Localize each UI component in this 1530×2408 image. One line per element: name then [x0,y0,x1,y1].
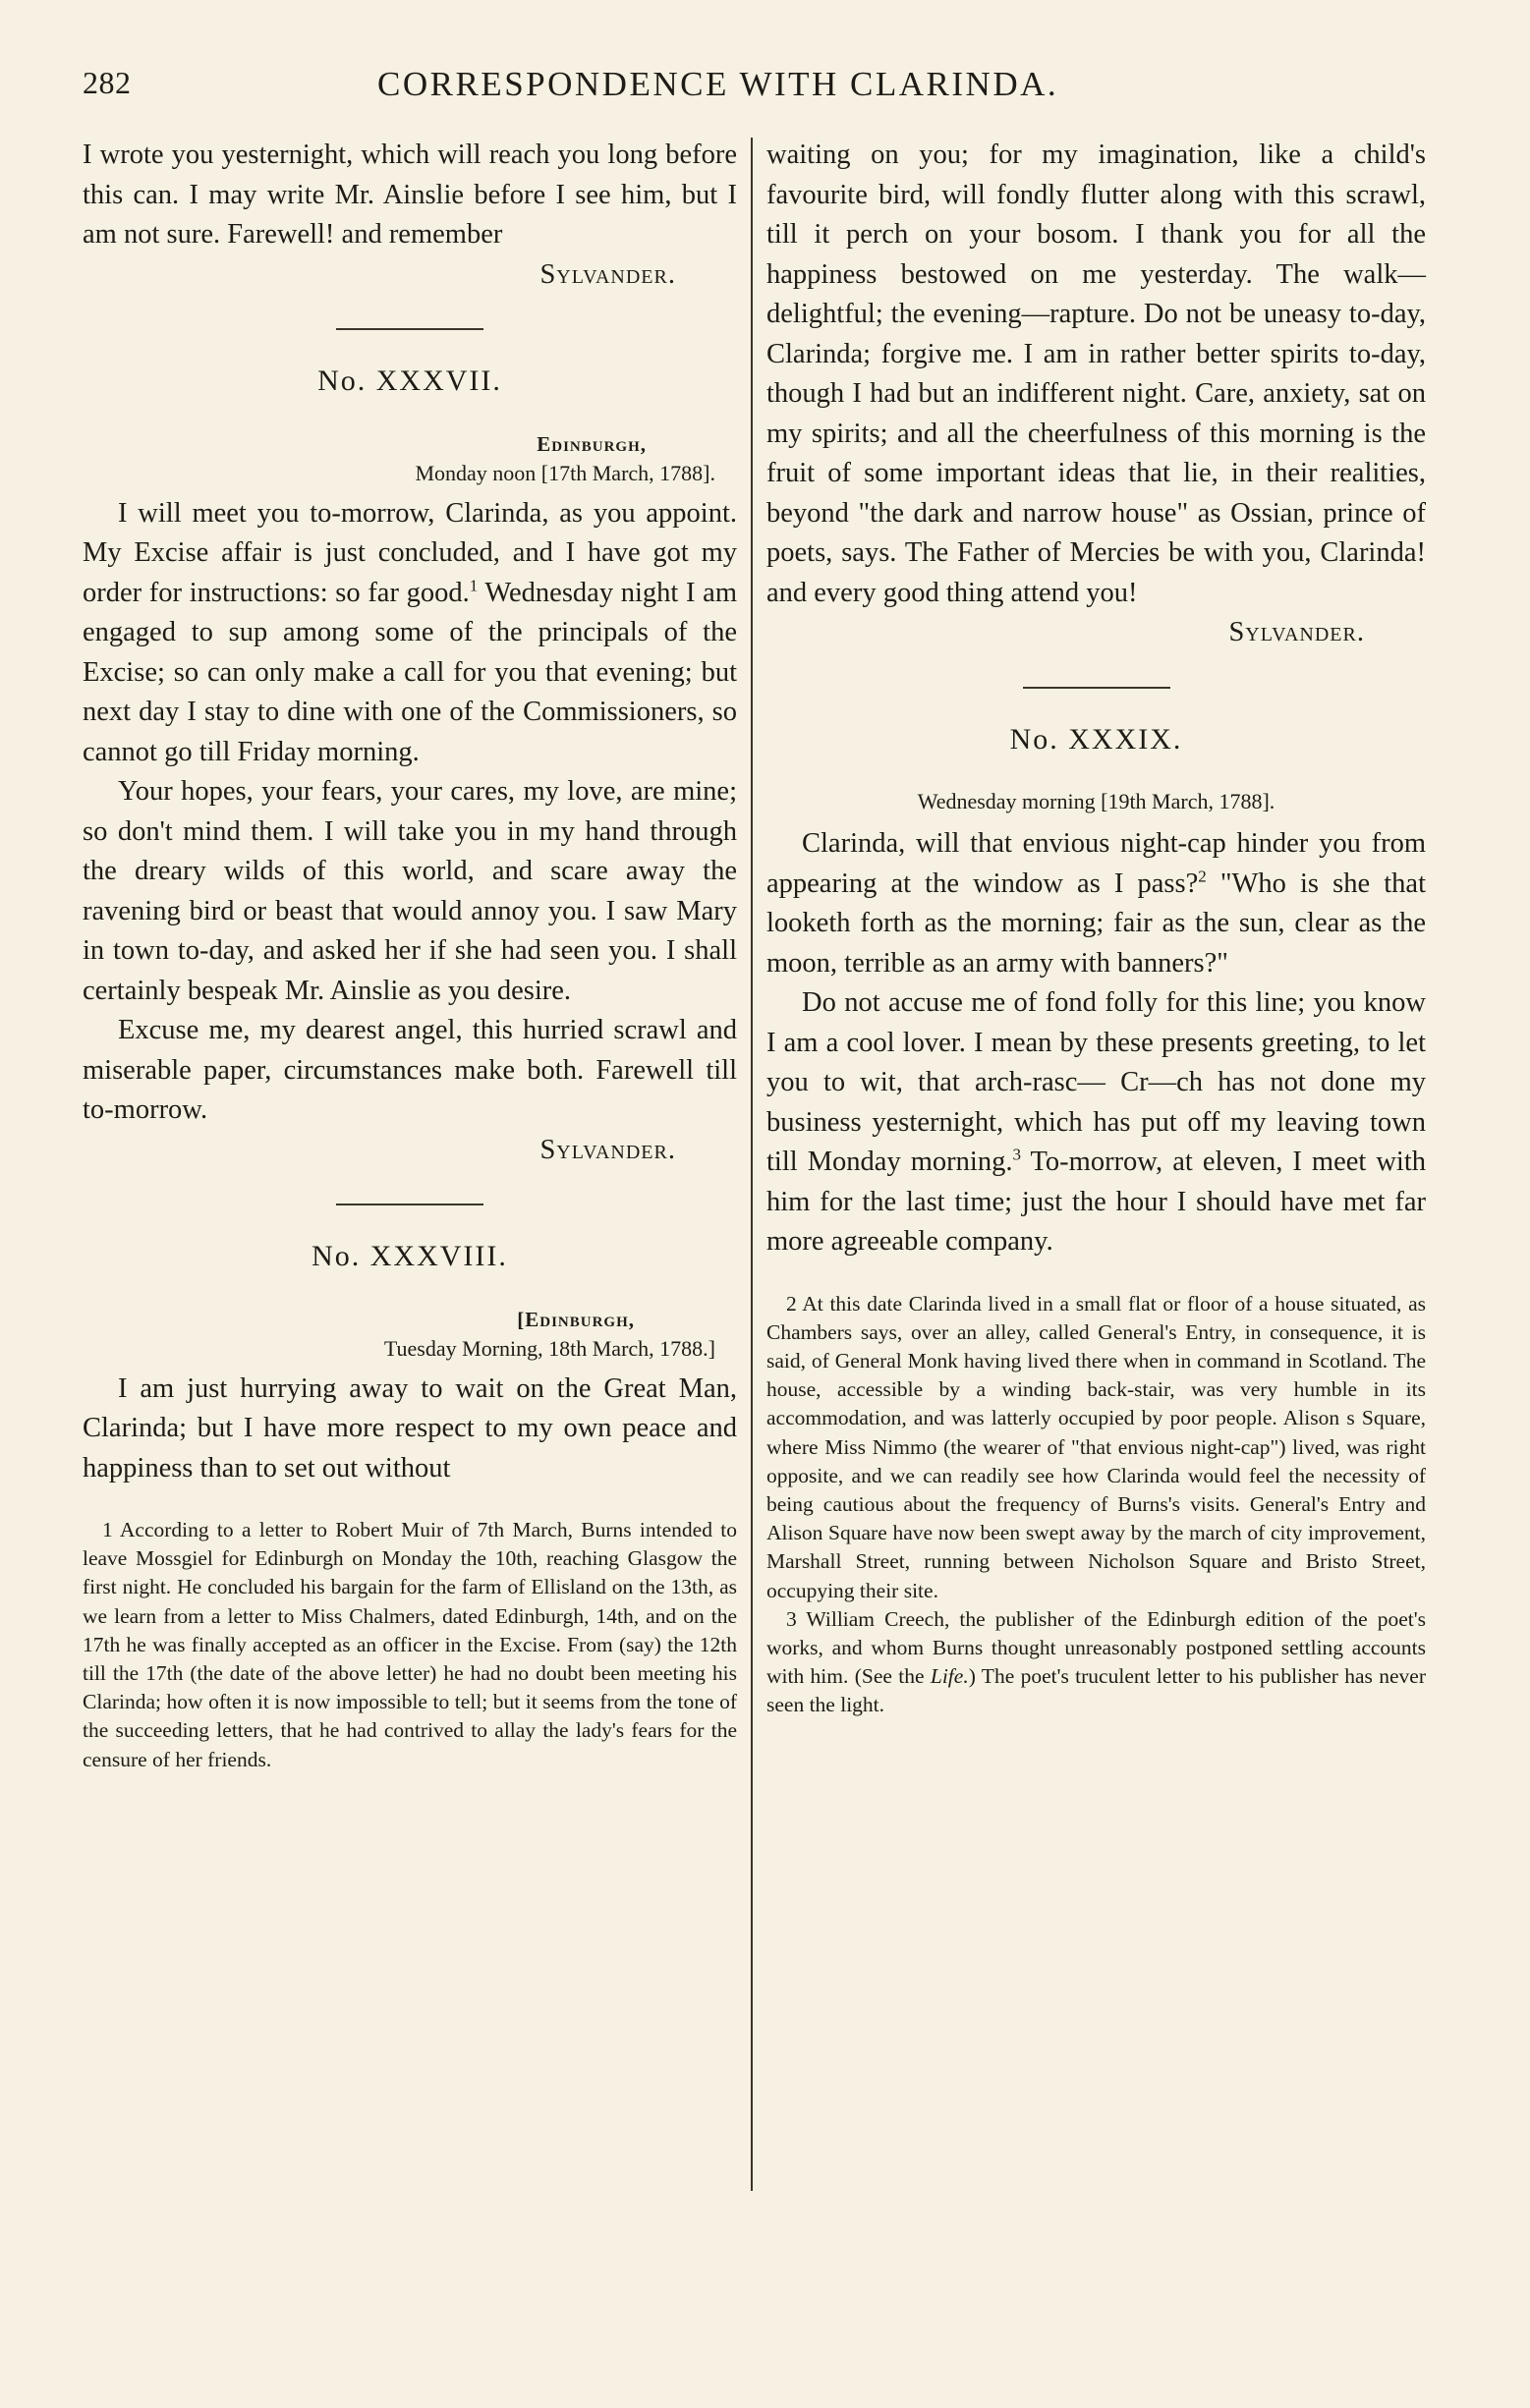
letter-number-37: No. XXXVII. [317,364,502,397]
column-divider [751,138,753,2191]
section-rule [336,1204,483,1205]
letter-39-p2-text-a: Do not accuse me of fond folly for this line; you know I am a cool lover. I mean by these presents greeting, to let you to wit, that arch-rasc— Cr—ch has not done my business yesternight, which has put off my leaving town till Monday morning. [766,987,1426,1177]
footnote-3-text-a: 3 William Creech, the publisher of the Edinburgh edition of the poet's works, and whom Burns thought unreasonably postponed settling accounts with him. (See the [766,1606,1426,1689]
opening-signature: Sylvander. [539,258,676,290]
opening-paragraph: I wrote you yesternight, which will reach you long before this can. I may write Mr. Ainslie before I see him, but I am not sure. Farewell! and remember [83,140,737,250]
footnote-3 [766,1605,1426,1720]
page-header [0,65,1530,114]
footnote-3-italic-title: Life. [930,1664,969,1689]
letter-39-p2-text-b: To-morrow, at eleven, I meet with him for the last time; just the hour I should have met far more agreeable company. [766,1147,1426,1257]
letter-37-paragraph-1 [83,494,737,773]
letter-37-place: Edinburgh, [537,431,647,456]
footnote-3-text-b: ) The poet's truculent letter to his publisher has never seen the light. [766,1664,1427,1717]
letter-39-paragraph-2 [766,983,1426,1262]
letter-38-date: Tuesday Morning, 18th March, 1788.] [383,1335,715,1361]
letter-38-continuation: waiting on you; for my imagination, like a child's favourite bird, will fondly flutter along with this scrawl, till it perch on your bosom. I thank you for all the happiness bestowed on me yesterday. The walk—delightful; the evening—rapture. Do not be uneasy to-day, Clarinda; forgive me. I am in rather better spirits to-day, though I had but an indifferent night. Care, anxiety, sat on my spirits; and all the cheerfulness of this morning is the fruit of some important ideas that lie, in their realities, beyond "the dark and narrow house" as Ossian, prince of poets, says. The Father of Mercies be with you, Clarinda! and every good thing attend you! [766,140,1426,608]
right-column [766,136,1426,1720]
letter-37-date: Monday noon [17th March, 1788]. [415,460,715,485]
letter-39-p1-text-b: "Who is she that looketh forth as the morning; fair as the sun, clear as the moon, terrible as an army with banners?" [766,868,1426,979]
page-number: 282 [83,65,132,100]
letter-37-signature: Sylvander. [539,1134,676,1165]
left-column [83,136,737,1774]
letter-37-paragraph-3: Excuse me, my dearest angel, this hurried scrawl and miserable paper, circumstances make both. Farewell till to-morrow. [83,1015,737,1125]
footnote-ref-2: 2 [1198,867,1207,885]
footnote-ref-3: 3 [1012,1145,1021,1164]
running-title: CORRESPONDENCE WITH CLARINDA. [377,65,1059,103]
footnote-2: 2 At this date Clarinda lived in a small flat or floor of a house situated, as Chambers says, over an alley, called General's Entry, in consequence, it is said, of General Monk having lived there when in command in Scotland. The house, accessible by a winding back-stair, was very humble in its accommodation, and was latterly occupied by poor people. Alison s Square, where Miss Nimmo (the wearer of "that envious night-cap") lived, was right opposite, and we can readily see how Clarinda would feel the necessity of being cautious about the frequency of Burns's visits. General's Entry and Alison Square have now been swept away by the march of city improvement, Marshall Street, running between Nicholson Square and Bristo Street, occupying their site. [766,1291,1426,1602]
letter-number-38: No. XXXVIII. [312,1240,508,1272]
letter-39-date: Wednesday morning [19th March, 1788]. [917,789,1275,813]
section-rule [336,328,483,330]
letter-37-p1-text-a: I will meet you to-morrow, Clarinda, as you appoint. My Excise affair is just concluded, and I have got my order for instructions: so far good. [83,497,737,608]
letter-37-p1-text-b: Wednesday night I am engaged to sup among some of the principals of the Excise; so can only make a call for you that evening; but next day I stay to dine with one of the Commissioners, so cannot go till Friday morning. [83,577,737,767]
letter-37-paragraph-2: Your hopes, your fears, your cares, my love, are mine; so don't mind them. I will take you in my hand through the dreary wilds of this world, and scare away the ravening bird or beast that would annoy you. I saw Mary in town to-day, and asked her if she had seen you. I shall certainly bespeak Mr. Ainslie as you desire. [83,776,737,1006]
letter-39-paragraph-1 [766,824,1426,983]
letter-39-p1-text-a: Clarinda, will that envious night-cap hinder you from appearing at the window as I pass? [766,828,1426,899]
letter-37-dateline [83,429,737,488]
letter-number-39: No. XXXIX. [1009,722,1183,756]
letter-38-dateline [83,1305,737,1364]
footnote-ref-1: 1 [469,576,479,594]
section-rule [1023,687,1170,689]
letter-38-paragraph-1: I am just hurrying away to wait on the Great Man, Clarinda; but I have more respect to my own peace and happiness than to set out without [83,1372,737,1484]
letter-38-place: [Edinburgh, [517,1307,635,1331]
footnote-1: 1 According to a letter to Robert Muir of 7th March, Burns intended to leave Mossgiel for Edinburgh on Monday the 10th, reaching Glasgow the first night. He concluded his bargain for the farm of Ellisland on the 13th, as we learn from a letter to Miss Chalmers, dated Edinburgh, 14th, and on the 17th he was finally accepted as an officer in the Excise. From (say) the 12th till the 17th (the date of the above letter) he had no doubt been meeting his Clarinda; how often it is now impossible to tell; but it seems from the tone of the succeeding letters, that he had contrived to allay the lady's fears for the censure of her friends. [83,1518,737,1771]
letter-38-signature: Sylvander. [1228,617,1365,647]
